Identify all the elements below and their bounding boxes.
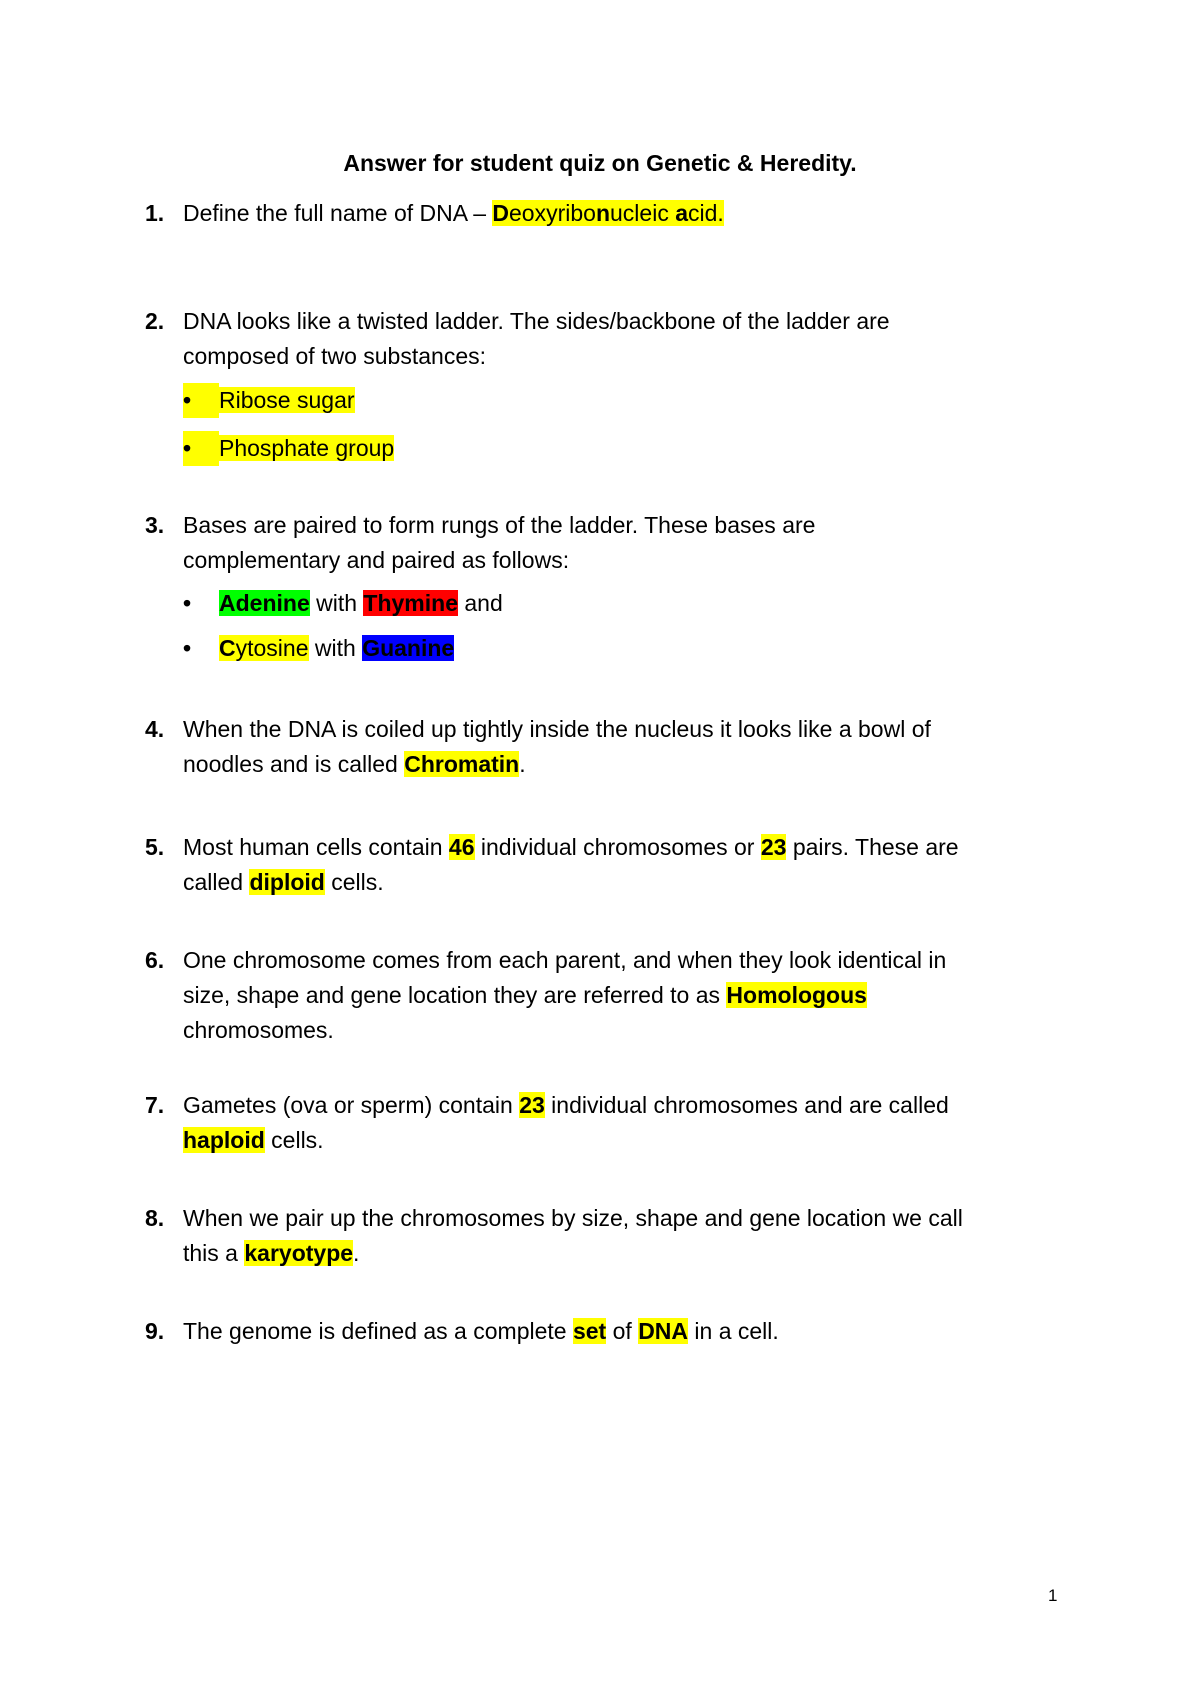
answer-set: set bbox=[572, 1318, 607, 1344]
question-text: Most human cells contain bbox=[183, 834, 449, 860]
question-text: called bbox=[183, 869, 250, 895]
question-text: . bbox=[353, 1240, 360, 1266]
connector-text: with bbox=[308, 635, 363, 661]
connector-text: with bbox=[309, 590, 364, 616]
answer-haploid: haploid bbox=[183, 1127, 265, 1153]
answer-guanine: Guanine bbox=[362, 635, 455, 661]
question-text-line: One chromosome comes from each parent, and when they look identical in bbox=[183, 947, 947, 973]
bullet: • bbox=[183, 590, 192, 616]
answer-ribose-sugar: Ribose sugar bbox=[219, 387, 355, 413]
document-title: Answer for student quiz on Genetic & Heredity. bbox=[343, 150, 857, 176]
question-text: Gametes (ova or sperm) contain bbox=[183, 1092, 520, 1118]
question-text: The genome is defined as a complete bbox=[183, 1318, 573, 1344]
question-2 bbox=[145, 304, 1095, 374]
question-text: Define the full name of DNA – bbox=[183, 200, 493, 226]
answer-dna-full-name: Deoxyribonucleic acid. bbox=[492, 200, 724, 226]
question-text-line: When we pair up the chromosomes by size, shape and gene location we call bbox=[183, 1205, 963, 1231]
answer-dna: DNA bbox=[638, 1318, 689, 1344]
question-9 bbox=[145, 1314, 1095, 1349]
list-item bbox=[183, 631, 454, 666]
question-number: 6. bbox=[145, 947, 165, 973]
question-4 bbox=[145, 712, 1095, 782]
question-3 bbox=[145, 508, 1095, 578]
answer-homologous: Homologous bbox=[726, 982, 867, 1008]
question-text: this a bbox=[183, 1240, 245, 1266]
question-text: pairs. These are bbox=[786, 834, 959, 860]
page-number: 1 bbox=[1048, 1586, 1058, 1605]
answer-23: 23 bbox=[519, 1092, 545, 1118]
answer-chromatin: Chromatin bbox=[404, 751, 520, 777]
question-8 bbox=[145, 1201, 1095, 1271]
question-text: size, shape and gene location they are referred to as bbox=[183, 982, 727, 1008]
answer-23: 23 bbox=[760, 834, 787, 860]
question-number: 2. bbox=[145, 308, 165, 334]
question-text: individual chromosomes or bbox=[474, 834, 761, 860]
question-text: . bbox=[519, 751, 526, 777]
answer-adenine: Adenine bbox=[219, 590, 310, 616]
question-text: cells. bbox=[324, 869, 384, 895]
question-text: in a cell. bbox=[688, 1318, 779, 1344]
question-text: cells. bbox=[264, 1127, 324, 1153]
answer-phosphate-group: Phosphate group bbox=[219, 435, 395, 461]
question-number: 4. bbox=[145, 716, 165, 742]
connector-text: and bbox=[458, 590, 503, 616]
list-item bbox=[183, 586, 503, 621]
question-number: 9. bbox=[145, 1318, 165, 1344]
answer-cytosine: Cytosine bbox=[219, 635, 309, 661]
question-text-line: complementary and paired as follows: bbox=[183, 547, 570, 573]
question-text-line: When the DNA is coiled up tightly inside the nucleus it looks like a bowl of bbox=[183, 716, 931, 742]
question-text: individual chromosomes and are called bbox=[544, 1092, 949, 1118]
question-number: 5. bbox=[145, 834, 165, 860]
question-number: 8. bbox=[145, 1205, 165, 1231]
bullet: • bbox=[183, 431, 219, 466]
answer-46: 46 bbox=[448, 834, 475, 860]
list-item bbox=[183, 431, 394, 466]
question-1 bbox=[145, 196, 1095, 231]
list-item bbox=[183, 383, 355, 418]
question-number: 7. bbox=[145, 1092, 165, 1118]
question-number: 1. bbox=[145, 200, 165, 226]
answer-karyotype: karyotype bbox=[244, 1240, 354, 1266]
question-text: of bbox=[606, 1318, 639, 1344]
bullet: • bbox=[183, 383, 219, 418]
question-text-line: chromosomes. bbox=[183, 1017, 334, 1043]
question-text: noodles and is called bbox=[183, 751, 405, 777]
question-7 bbox=[145, 1088, 1095, 1158]
question-text-line: composed of two substances: bbox=[183, 343, 486, 369]
question-text-line: DNA looks like a twisted ladder. The sides/backbone of the ladder are bbox=[183, 308, 890, 334]
answer-thymine: Thymine bbox=[363, 590, 458, 616]
question-text-line: Bases are paired to form rungs of the ladder. These bases are bbox=[183, 512, 816, 538]
answer-diploid: diploid bbox=[249, 869, 325, 895]
bullet: • bbox=[183, 635, 192, 661]
question-number: 3. bbox=[145, 512, 165, 538]
question-5 bbox=[145, 830, 1095, 900]
question-6 bbox=[145, 943, 1095, 1048]
